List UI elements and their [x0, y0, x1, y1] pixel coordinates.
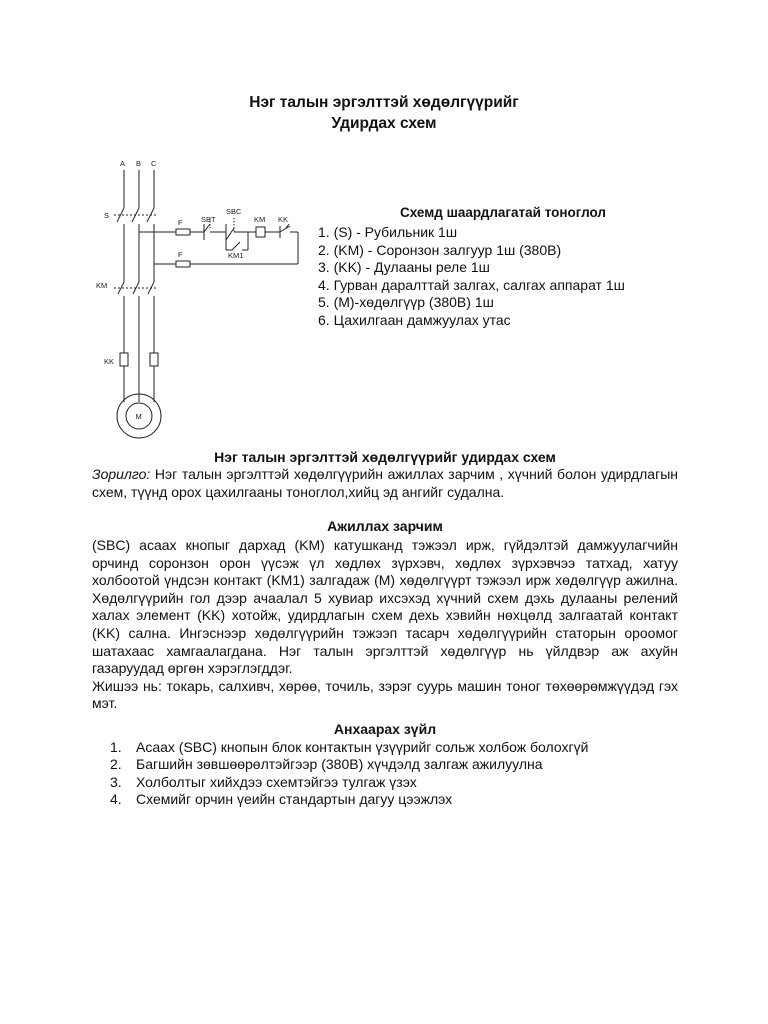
- equipment-list: [318, 224, 625, 330]
- principle-paragraph: [92, 537, 678, 713]
- power-lines: [124, 224, 154, 282]
- list-text: Багшийн зөвшөөрөлтэйгээр (380В) хүчдэлд залгаж ажилуулна: [136, 756, 543, 773]
- label-phase-b: B: [136, 159, 142, 168]
- label-phase-a: A: [120, 159, 126, 168]
- list-item: 2. (KM) - Соронзон залгуур 1ш (380В): [318, 241, 562, 258]
- section-heading-principle: Ажиллах зарчим: [327, 518, 443, 534]
- goal-label: Зорилго:: [92, 466, 151, 482]
- switch-s: [114, 208, 156, 222]
- principle-body: (SBC) асаах кнопыг дархад (KM) катушканд тэжээл ирж, гүйдэлтэй дамжуулагчийн орчинд соронзон орон үүсэж үл хөдлөх зүрхэвч, хөдлөх зүрхэвчээ татхад, хатуу холбоотой үндсэн контакт (KM1) залгадаж (M) хөдөлгүүрт тэжээл ирж хөдөлгүүр ажилна. Хөдөлгүүрийн гол дээр ачаалал 5 хувиар ихсэхэд хүчний схем дэхь дулааны релений халах элемент (KK) хотойж, удирдлагын схем дехь хэвийн нөхцөлд залгаатай контакт (KK) сална. Ингэснээр хөдөлгүүрийн тэжээп тасарч хөдөлгүүрийн статорын ороомог шатахаас хамгаалагдана. Нэг талын эргэлттэй хөдөлгүүр нь үйлдвэр аж ахуйн газаруудад өргөн хэрэглэгддэг.: [92, 537, 678, 677]
- list-item: [110, 756, 588, 773]
- label-relay-contact: KK: [278, 215, 289, 224]
- goal-text: Нэг талын эргэлттэй хөдөлгүүрийн ажиллах зарчим , хүчний болон удирдлагын схем, түүнд орох цахилгааны тоноглол,хийц эд ангийг судална.: [92, 466, 678, 500]
- list-item: 6. Цахилгаан дамжуулах утас: [318, 311, 511, 328]
- label-fuse-2: F: [178, 250, 183, 259]
- section-heading-scheme: Нэг талын эргэлттэй хөдөлгүүрийг удирдах схем: [214, 449, 556, 465]
- section-heading-notes: Анхаарах зүйл: [333, 721, 437, 737]
- label-main-contactor: KM: [96, 281, 108, 290]
- list-text: Холболтыг хийхдээ схемтэйгээ тулгаж үзэх: [136, 773, 417, 790]
- list-number: 2.: [110, 756, 122, 773]
- list-text: Асаах (SBC) кнопын блок контактын үзүүрийг сольж холбож болохгүй: [136, 739, 589, 755]
- list-number: 4.: [110, 791, 122, 808]
- label-stop-button: SBT: [201, 215, 216, 224]
- main-contactor: [114, 282, 156, 402]
- label-thermal-relay: KK: [104, 357, 115, 366]
- label-coil: KM: [254, 215, 266, 224]
- list-number: 3.: [110, 773, 122, 790]
- list-number: 1.: [110, 739, 122, 755]
- list-item: 5. (M)-хөдөлгүүр (380В) 1ш: [318, 294, 494, 311]
- control-circuit: [139, 218, 298, 267]
- label-fuse-1: F: [178, 218, 183, 227]
- label-phase-c: C: [151, 159, 157, 168]
- label-motor: M: [135, 412, 142, 421]
- list-item: 1. (S) - Рубильник 1ш: [318, 224, 458, 240]
- principle-example: Жишээ нь: токарь, салхивч, хөрөө, точиль, зэрэг суурь машин тоног төхөөрөмжүүдэд гэх мэт.: [92, 677, 678, 712]
- list-item: [110, 774, 588, 791]
- list-item: 3. (KK) - Дулааны реле 1ш: [318, 259, 490, 276]
- equipment-heading: Схемд шаардлагатай тоноглол: [400, 205, 606, 220]
- document-title-line2: Удирдах схем: [331, 115, 437, 132]
- label-switch: S: [104, 211, 110, 220]
- list-item: [110, 791, 588, 808]
- label-start-button: SBC: [226, 207, 242, 216]
- label-aux-contact: KM1: [228, 251, 244, 260]
- list-item: [110, 739, 588, 756]
- notes-list: [110, 739, 588, 809]
- document-title-line1: Нэг талын эргэлттэй хөдөлгүүрийг: [249, 94, 519, 111]
- goal-paragraph: [92, 466, 678, 501]
- circuit-diagram: [92, 152, 307, 445]
- list-text: Схемийг орчин үеийн стандартын дагуу цээжлэх: [136, 791, 453, 808]
- list-item: 4. Гурван даралттай залгах, салгах аппарат 1ш: [318, 276, 625, 293]
- incoming-lines: [124, 170, 154, 208]
